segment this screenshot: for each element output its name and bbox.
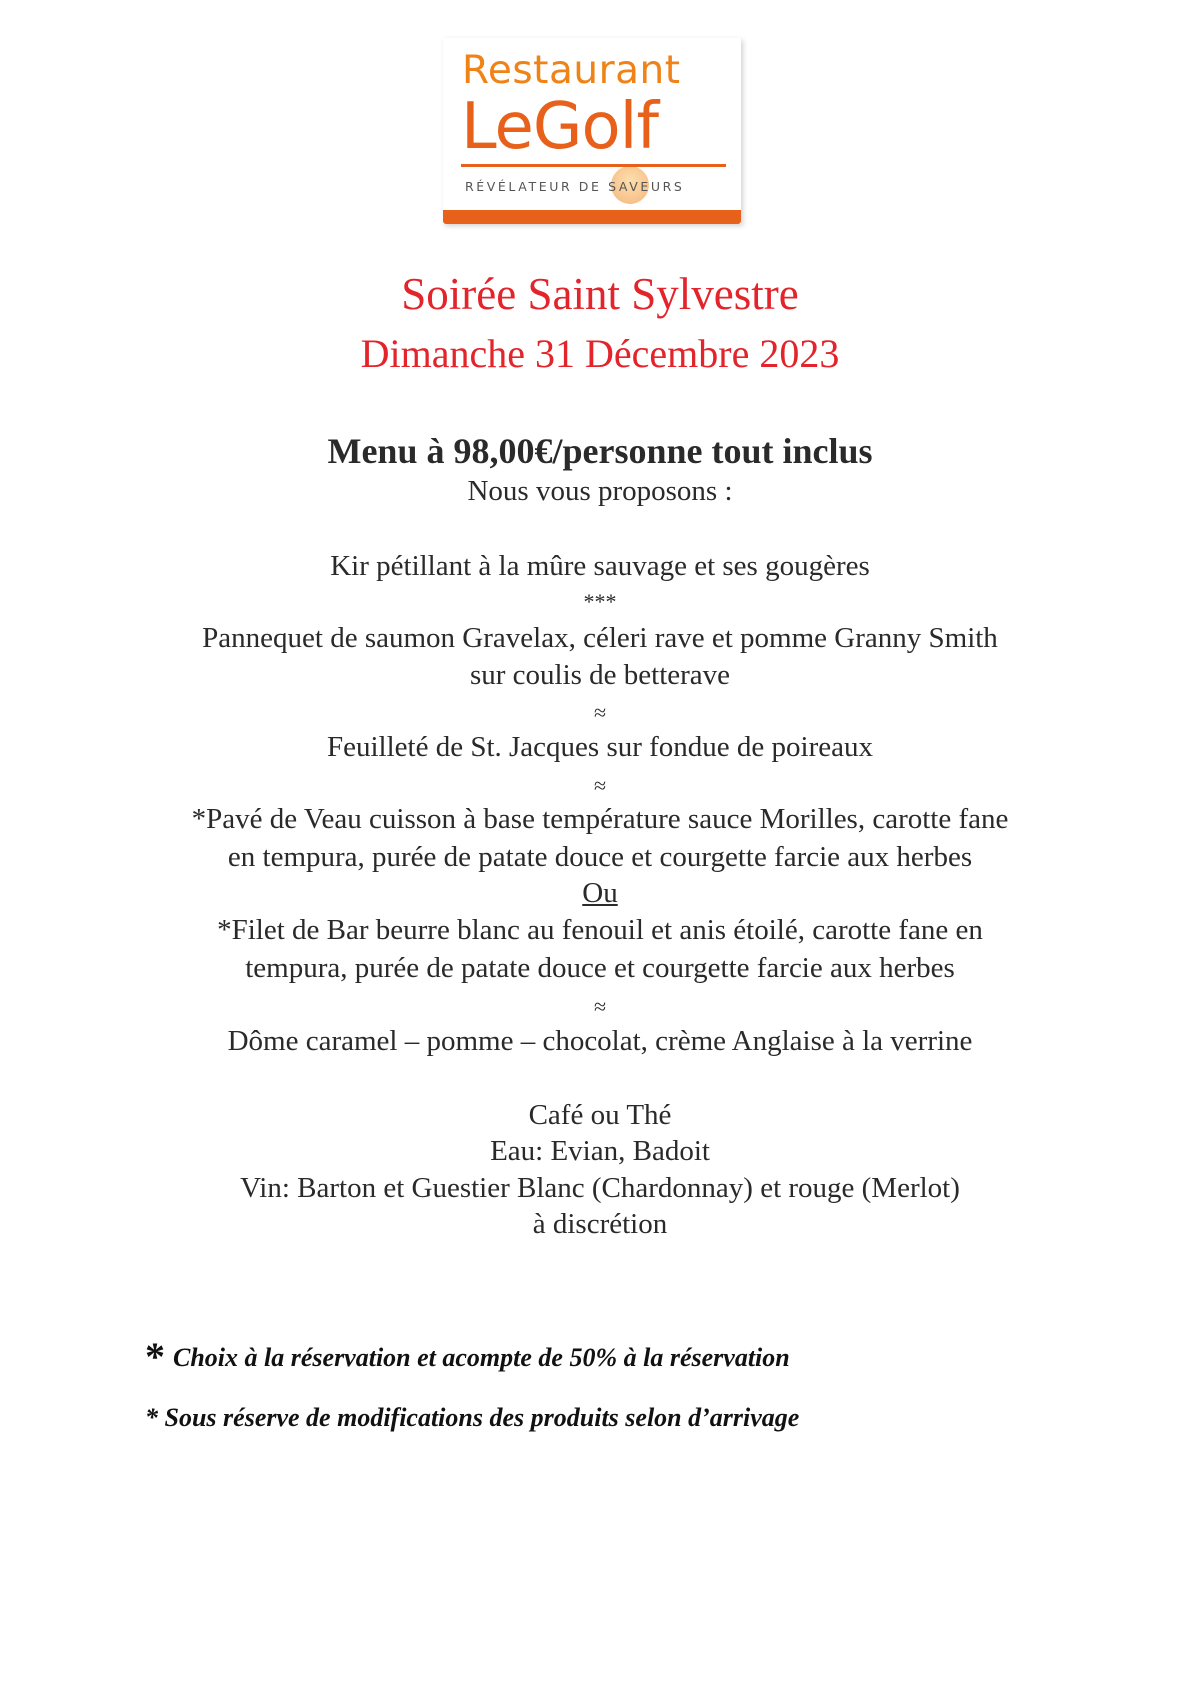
menu-main1-line1: *Pavé de Veau cuisson à base température sauce Morilles, carotte fane (191, 803, 1009, 835)
reservation-note-text: Choix à la réservation et acompte de 50% à la réservation (173, 1343, 790, 1372)
menu-fish-course: Feuilleté de St. Jacques sur fondue de poireaux (326, 731, 873, 763)
restaurant-logo (443, 38, 741, 224)
logo-divider (461, 164, 726, 167)
menu-main1-line2: en tempura, purée de patate douce et courgette farcie aux herbes (227, 841, 973, 873)
menu-intro: Nous vous proposons : (467, 475, 733, 507)
event-date: Dimanche 31 Décembre 2023 (360, 331, 840, 376)
course-separator: ≈ (593, 994, 607, 1019)
menu-aperitif: Kir pétillant à la mûre sauvage et ses gougères (330, 550, 870, 582)
menu-wine-line1: Vin: Barton et Guestier Blanc (Chardonnay) et rouge (Merlot) (240, 1172, 960, 1204)
course-separator: ≈ (593, 700, 607, 725)
menu-price-heading: Menu à 98,00€/personne tout inclus (327, 431, 873, 471)
menu-water: Eau: Evian, Badoit (490, 1135, 710, 1167)
reservation-note (145, 1333, 790, 1380)
menu-main2-line2: tempura, purée de patate douce et courgette farcie aux herbes (245, 952, 955, 984)
event-title: Soirée Saint Sylvestre (401, 269, 799, 319)
logo-bar (443, 210, 741, 224)
menu-dessert: Dôme caramel – pomme – chocolat, crème Anglaise à la verrine (227, 1025, 973, 1057)
menu-wine-line2: à discrétion (532, 1208, 668, 1240)
menu-starter-line1: Pannequet de saumon Gravelax, céleri rave et pomme Granny Smith (202, 622, 998, 654)
menu-coffee: Café ou Thé (528, 1099, 672, 1131)
menu-starter-line2: sur coulis de betterave (469, 659, 731, 691)
logo-tagline: RÉVÉLATEUR DE SAVEURS (465, 179, 685, 194)
course-separator: *** (583, 589, 617, 614)
course-separator: ≈ (593, 773, 607, 798)
menu-main2-line1: *Filet de Bar beurre blanc au fenouil et anis étoilé, carotte fane en (217, 914, 983, 946)
logo-name-text: LeGolf (461, 90, 658, 164)
note-asterisk: * (145, 1334, 165, 1379)
product-availability-note: * Sous réserve de modifications des produits selon d’arrivage (145, 1403, 800, 1432)
menu-or-label: Ou (582, 877, 618, 909)
logo-restaurant-text: Restaurant (462, 48, 681, 93)
